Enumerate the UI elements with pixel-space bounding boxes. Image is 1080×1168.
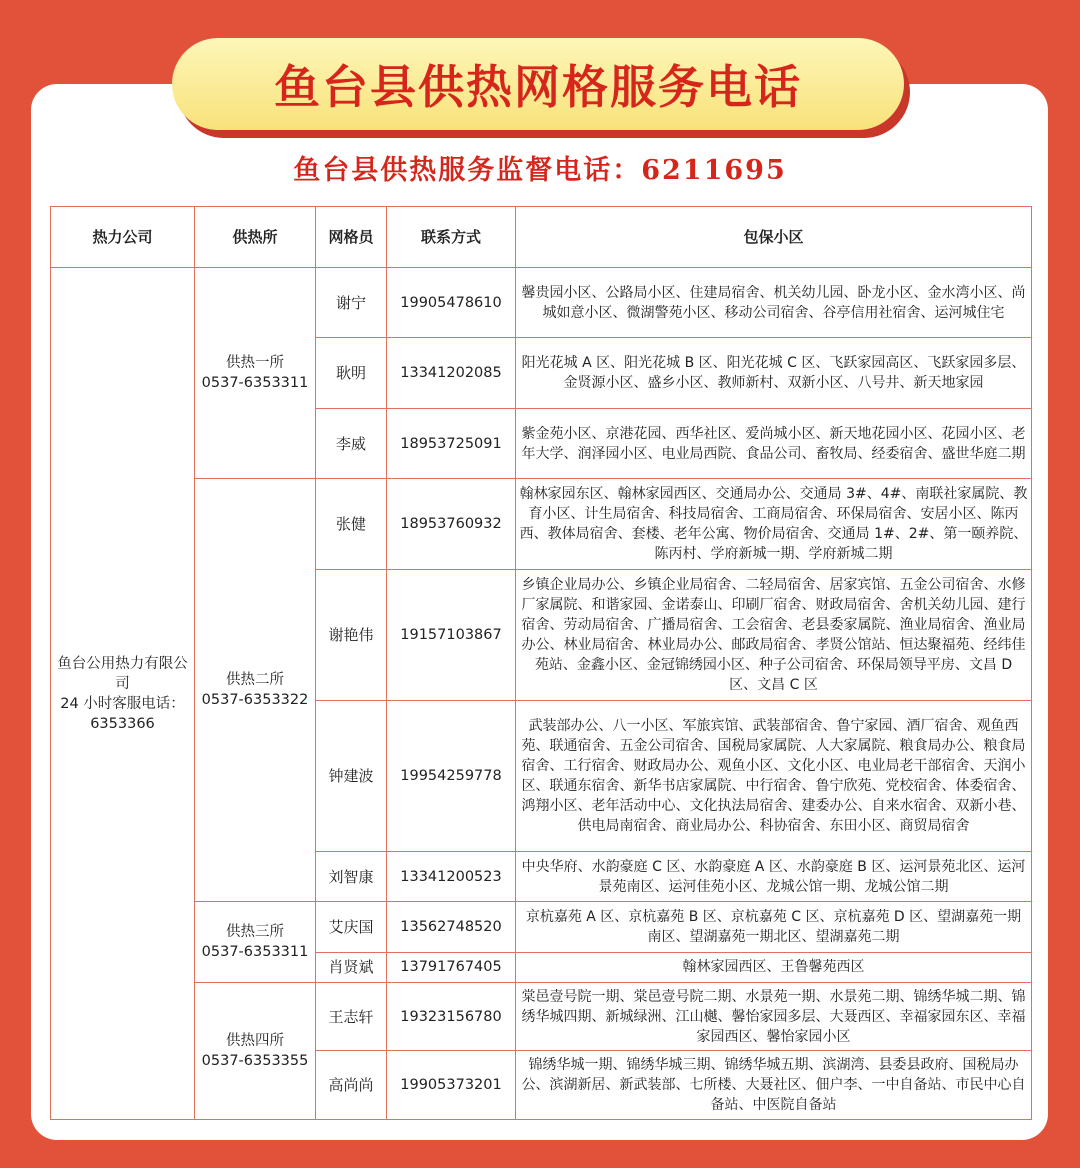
staff-name: 耿明: [316, 338, 387, 408]
staff-phone: 13341200523: [387, 852, 516, 902]
station-cell: [195, 479, 316, 902]
company-cell: [51, 268, 195, 1120]
staff-name: 高尚尚: [316, 1051, 387, 1120]
supervision-hotline: 鱼台县供热服务监督电话：6211695: [293, 155, 787, 186]
staff-name: 谢艳伟: [316, 570, 387, 701]
heating-grid-table: [50, 206, 1032, 1120]
page-title: 鱼台县供热网格服务电话: [274, 60, 802, 114]
staff-name: 肖贤斌: [316, 952, 387, 982]
staff-name: 艾庆国: [316, 902, 387, 952]
company-name: 鱼台公用热力有限公司: [57, 655, 188, 692]
staff-name: 李威: [316, 408, 387, 478]
station-name: 供热四所: [226, 1032, 284, 1049]
staff-phone: 18953725091: [387, 408, 516, 478]
covered-areas: 乡镇企业局办公、乡镇企业局宿舍、二轻局宿舍、居家宾馆、五金公司宿舍、水修厂家属院、和谐家园、金诺泰山、印刷厂宿舍、财政局宿舍、舍机关幼儿园、建行宿舍、劳动局宿舍、广播局宿舍、工会宿舍、老县委家属院、渔业局宿舍、渔业局办公、林业局宿舍、林业局办公、邮政局宿舍、孝贤公馆站、恒达聚福苑、经纬佳苑站、金鑫小区、金冠锦绣园小区、种子公司宿舍、环保局领导平房、文昌 D 区、文昌 C 区: [516, 570, 1032, 701]
station-cell: [195, 982, 316, 1119]
staff-phone: 19905478610: [387, 268, 516, 338]
covered-areas: 翰林家园东区、翰林家园西区、交通局办公、交通局 3#、4#、南联社家属院、教育小区、计生局宿舍、科技局宿舍、工商局宿舍、环保局宿舍、安居小区、陈丙西、教体局宿舍、套楼、老年公寓、物价局宿舍、交通局 1#、2#、第一颐养院、陈丙村、学府新城一期、学府新城二期: [516, 479, 1032, 570]
header-staff: 网格员: [316, 207, 387, 268]
station-name: 供热一所: [226, 355, 284, 372]
covered-areas: 武装部办公、八一小区、军旅宾馆、武装部宿舍、鲁宁家园、酒厂宿舍、观鱼西苑、联通宿舍、五金公司宿舍、国税局家属院、人大家属院、粮食局办公、粮食局宿舍、工行宿舍、财政局办公、观鱼小区、文化小区、电业局老干部宿舍、天润小区、联通东宿舍、新华书店家属院、中行宿舍、鲁宁欣苑、党校宿舍、体委宿舍、鸿翔小区、老年活动中心、文化执法局宿舍、建委办公、自来水宿舍、双新小巷、供电局南宿舍、商业局办公、科协宿舍、东田小区、商贸局宿舍: [516, 701, 1032, 852]
table-row: [51, 902, 1032, 952]
station-cell: [195, 902, 316, 983]
covered-areas: 中央华府、水韵豪庭 C 区、水韵豪庭 A 区、水韵豪庭 B 区、运河景苑北区、运河景苑南区、运河佳苑小区、龙城公馆一期、龙城公馆二期: [516, 852, 1032, 902]
table-header-row: [51, 207, 1032, 268]
staff-phone: 19157103867: [387, 570, 516, 701]
covered-areas: 翰林家园西区、王鲁馨苑西区: [516, 952, 1032, 982]
staff-phone: 13562748520: [387, 902, 516, 952]
station-name: 供热三所: [226, 924, 284, 941]
station-cell: [195, 268, 316, 479]
header-station: 供热所: [195, 207, 316, 268]
station-phone: 0537-6353311: [201, 944, 309, 961]
company-hotline: 6353366: [90, 715, 155, 732]
covered-areas: 紫金苑小区、京港花园、西华社区、爱尚城小区、新天地花园小区、花园小区、老年大学、润泽园小区、电业局西院、食品公司、畜牧局、经委宿舍、盛世华庭二期: [516, 408, 1032, 478]
staff-name: 刘智康: [316, 852, 387, 902]
title-banner: [172, 38, 904, 130]
staff-name: 钟建波: [316, 701, 387, 852]
header-areas: 包保小区: [516, 207, 1032, 268]
covered-areas: 阳光花城 A 区、阳光花城 B 区、阳光花城 C 区、飞跃家园高区、飞跃家园多层、金贤源小区、盛乡小区、教师新村、双新小区、八号井、新天地家园: [516, 338, 1032, 408]
covered-areas: 锦绣华城一期、锦绣华城三期、锦绣华城五期、滨湖湾、县委县政府、国税局办公、滨湖新居、新武装部、七所楼、大聂社区、佃户李、一中自备站、市民中心自备站、中医院自备站: [516, 1051, 1032, 1120]
covered-areas: 京杭嘉苑 A 区、京杭嘉苑 B 区、京杭嘉苑 C 区、京杭嘉苑 D 区、望湖嘉苑一期南区、望湖嘉苑一期北区、望湖嘉苑二期: [516, 902, 1032, 952]
staff-phone: 13791767405: [387, 952, 516, 982]
station-phone: 0537-6353355: [201, 1052, 309, 1069]
staff-phone: 19954259778: [387, 701, 516, 852]
staff-phone: 19323156780: [387, 982, 516, 1050]
table-row: [51, 479, 1032, 570]
table-row: [51, 268, 1032, 338]
staff-phone: 13341202085: [387, 338, 516, 408]
staff-name: 张健: [316, 479, 387, 570]
station-phone: 0537-6353311: [201, 375, 309, 392]
staff-name: 谢宁: [316, 268, 387, 338]
staff-name: 王志轩: [316, 982, 387, 1050]
station-phone: 0537-6353322: [201, 692, 309, 709]
staff-phone: 19905373201: [387, 1051, 516, 1120]
covered-areas: 馨贵园小区、公路局小区、住建局宿舍、机关幼儿园、卧龙小区、金水湾小区、尚城如意小区、微湖警苑小区、移动公司宿舍、谷亭信用社宿舍、运河城住宅: [516, 268, 1032, 338]
header-contact: 联系方式: [387, 207, 516, 268]
company-hotline-label: 24 小时客服电话：: [60, 695, 185, 712]
staff-phone: 18953760932: [387, 479, 516, 570]
header-company: 热力公司: [51, 207, 195, 268]
covered-areas: 棠邑壹号院一期、棠邑壹号院二期、水景苑一期、水景苑二期、锦绣华城二期、锦绣华城四期、新城绿洲、江山樾、馨怡家园多层、大聂西区、幸福家园东区、幸福家园西区、馨怡家园小区: [516, 982, 1032, 1050]
table-row: [51, 982, 1032, 1050]
station-name: 供热二所: [226, 672, 284, 689]
